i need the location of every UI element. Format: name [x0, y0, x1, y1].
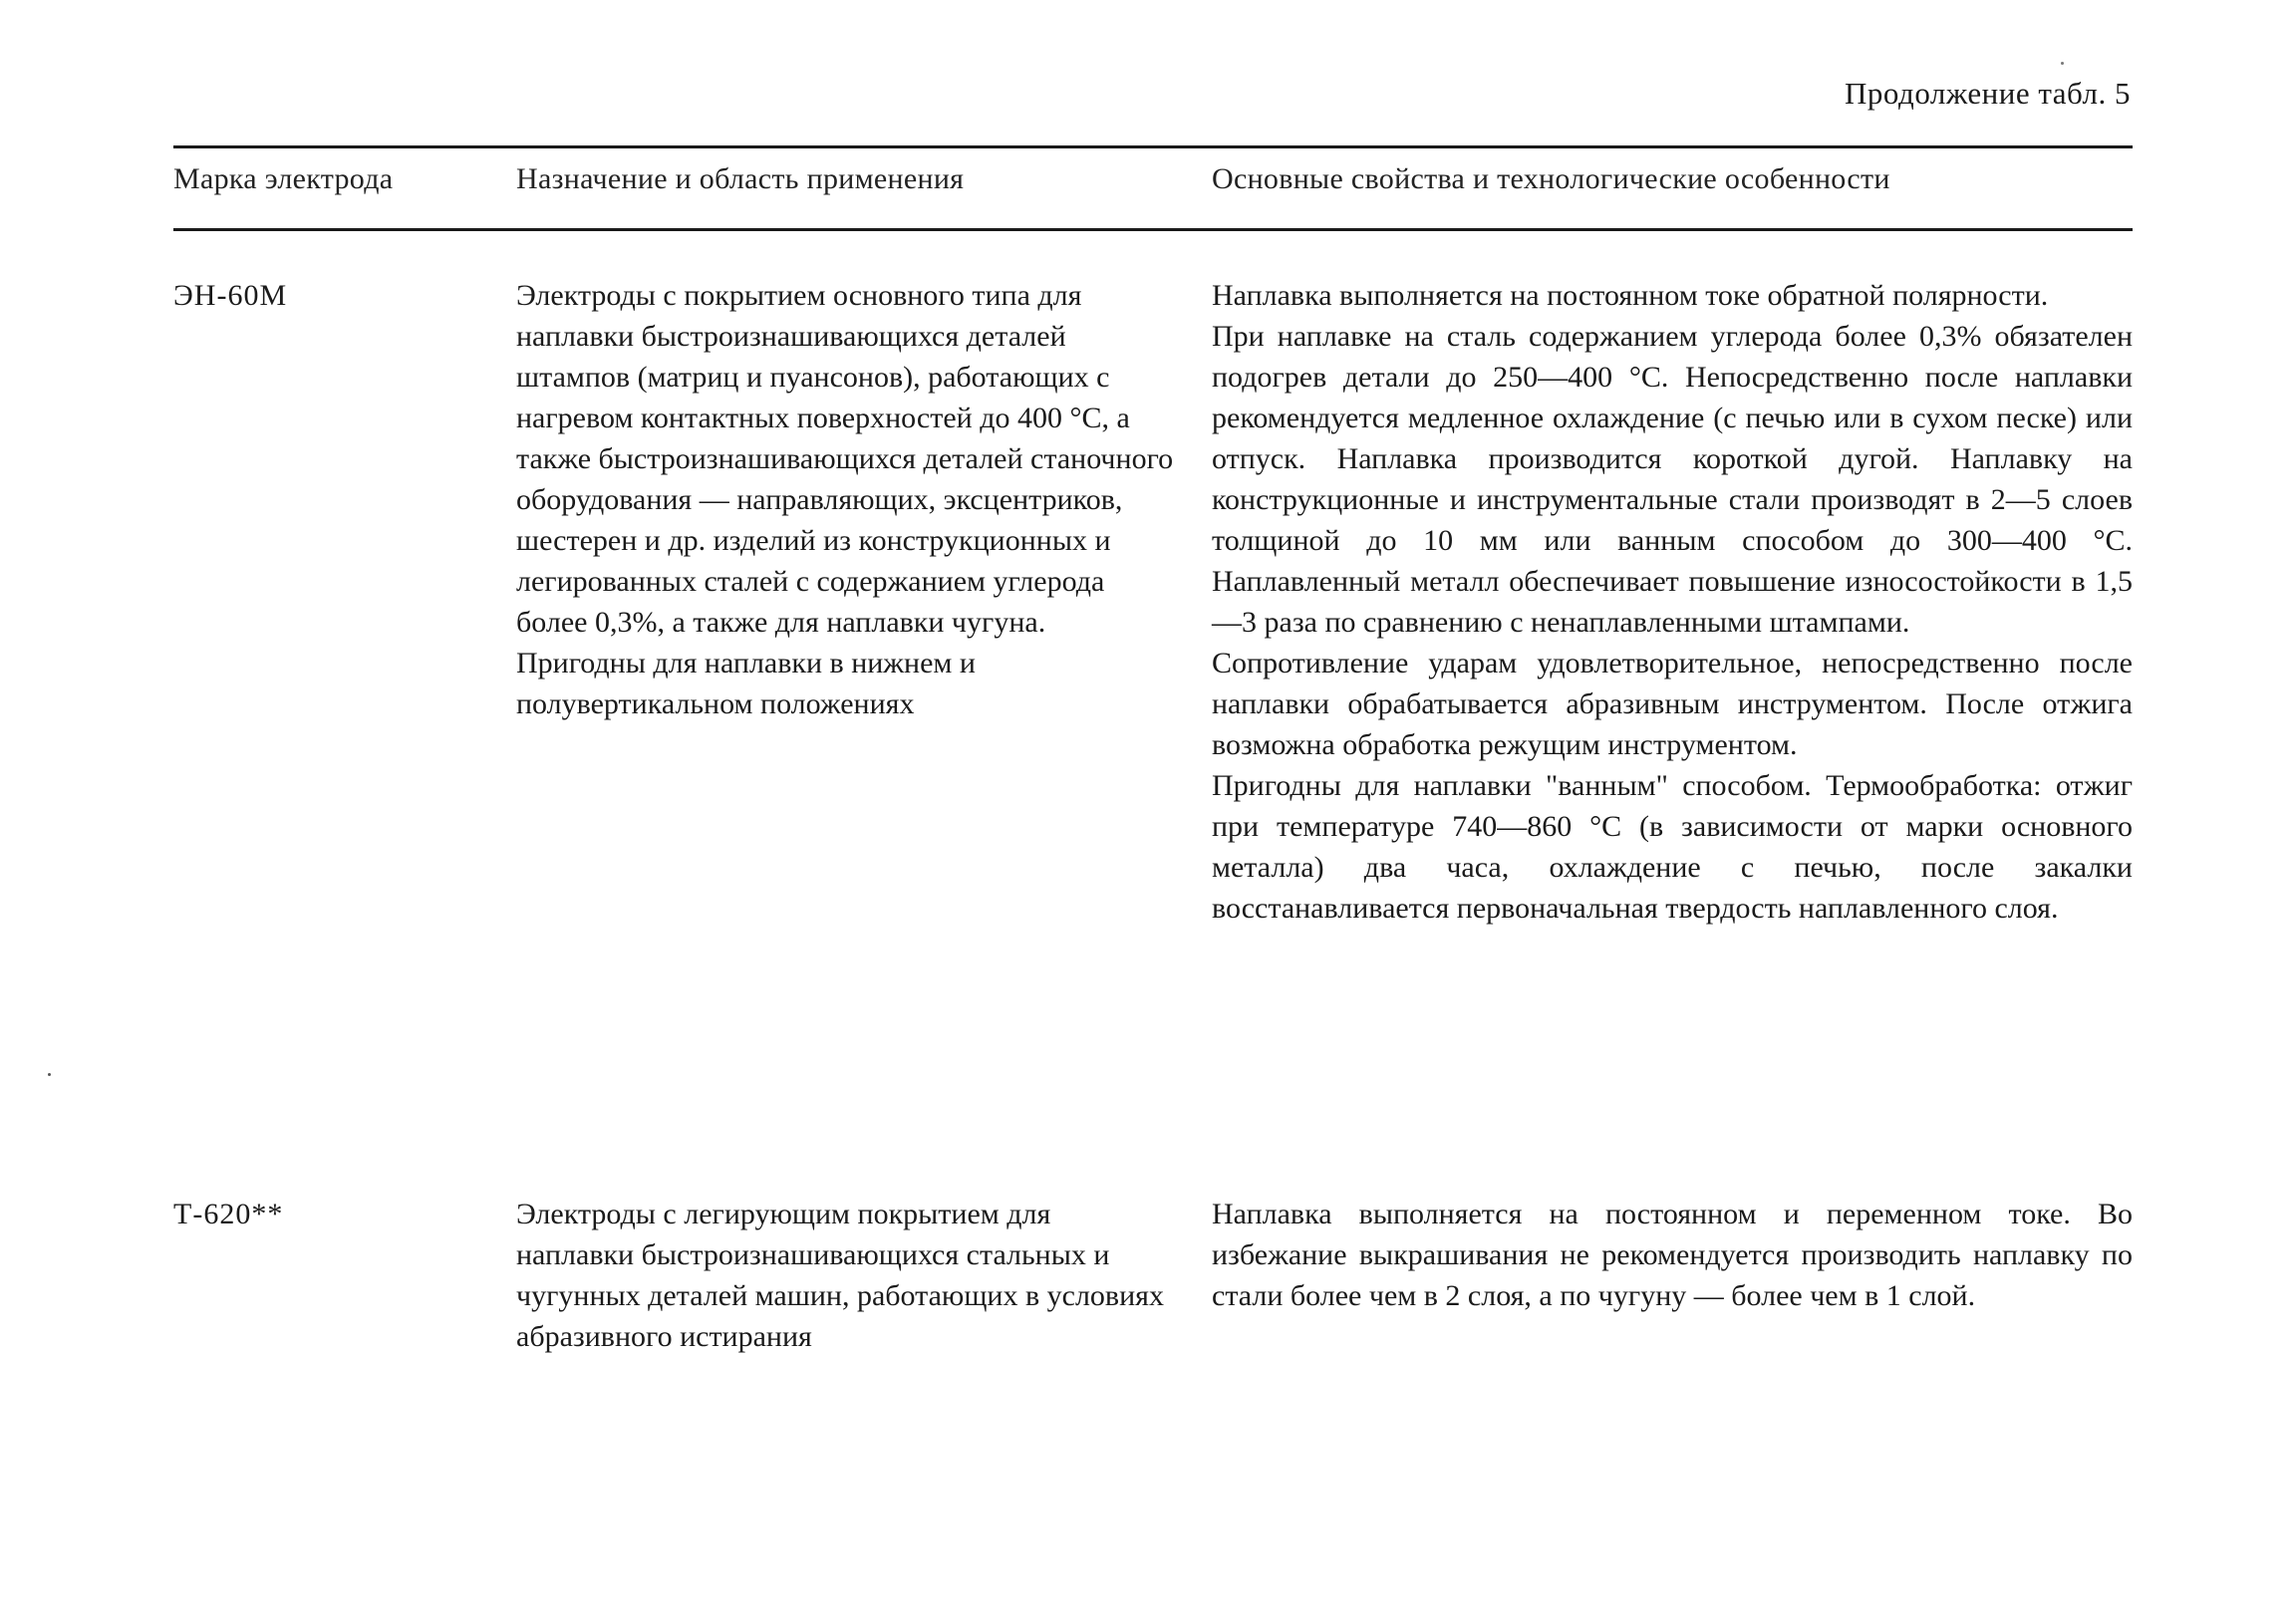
table-top-rule: [173, 145, 2133, 148]
scan-speck: [48, 1073, 51, 1076]
properties-paragraph: Сопротивление ударам удовлетворительное, непосредственно после наплавки обрабатывается абразивным инструментом. После отжига возможна обработка режущим инструментом.: [1212, 647, 2133, 761]
properties-paragraph: Наплавка выполняется на постоянном и переменном токе. Во избежание выкрашивания не рекомендуется производить наплавку по стали более чем в 2 слоя, а по чугуну — более чем в 1 слой.: [1212, 1198, 2133, 1312]
electrode-mark: Т-620**: [173, 1198, 284, 1230]
purpose-cell: [516, 1194, 1174, 1357]
properties-paragraph: При наплавке на сталь содержанием углерода более 0,3% обязателен подогрев детали до 250—400 °С. Непосредственно после наплавки рекомендуется медленное охлаждение (с печью или в сухом песке) или отпуск. Наплавка производится короткой дугой. Наплавку на конструкционные и инструментальные стали производят в 2—5 слоев толщиной до 10 мм или ванным способом до 300—400 °С. Наплавленный металл обеспечивает повышение износостойкости в 1,5—3 раза по сравнению с ненаплавленными штампами.: [1212, 320, 2133, 639]
purpose-paragraph: Пригодны для наплавки в нижнем и полувертикальном положениях: [516, 647, 976, 720]
table-header-rule: [173, 228, 2133, 231]
header-purpose: Назначение и область применения: [516, 162, 965, 195]
properties-paragraph: Наплавка выполняется на постоянном токе обратной полярности.: [1212, 279, 2049, 312]
header-properties: Основные свойства и технологические особенности: [1212, 162, 1890, 195]
purpose-paragraph: Электроды с легирующим покрытием для наплавки быстроизнашивающихся стальных и чугунных деталей машин, работающих в условиях абразивного истирания: [516, 1198, 1164, 1353]
properties-paragraph: Пригодны для наплавки "ванным" способом. Термообработка: отжиг при температуре 740—860 °С (в зависимости от марки основного металла) два часа, охлаждение с печью, после закалки восстанавливается первоначальная твердость наплавленного слоя.: [1212, 769, 2133, 925]
purpose-paragraph: Электроды с покрытием основного типа для наплавки быстроизнашивающихся деталей штампов (матриц и пуансонов), работающих с нагревом контактных поверхностей до 400 °С, а также быстроизнашивающихся деталей станочного оборудования — направляющих, эксцентриков, шестерен и др. изделий из конструкционных и легированных сталей с содержанием углерода более 0,3%, а также для наплавки чугуна.: [516, 279, 1174, 639]
table-header: [173, 159, 2133, 219]
properties-cell: [1212, 275, 2133, 929]
table-continuation-label: Продолжение табл. 5: [1845, 76, 2131, 111]
header-electrode-mark: Марка электрода: [173, 162, 394, 195]
electrode-mark: ЭН-60М: [173, 279, 288, 312]
purpose-cell: [516, 275, 1174, 724]
scan-speck: [2061, 62, 2064, 65]
properties-cell: [1212, 1194, 2133, 1316]
